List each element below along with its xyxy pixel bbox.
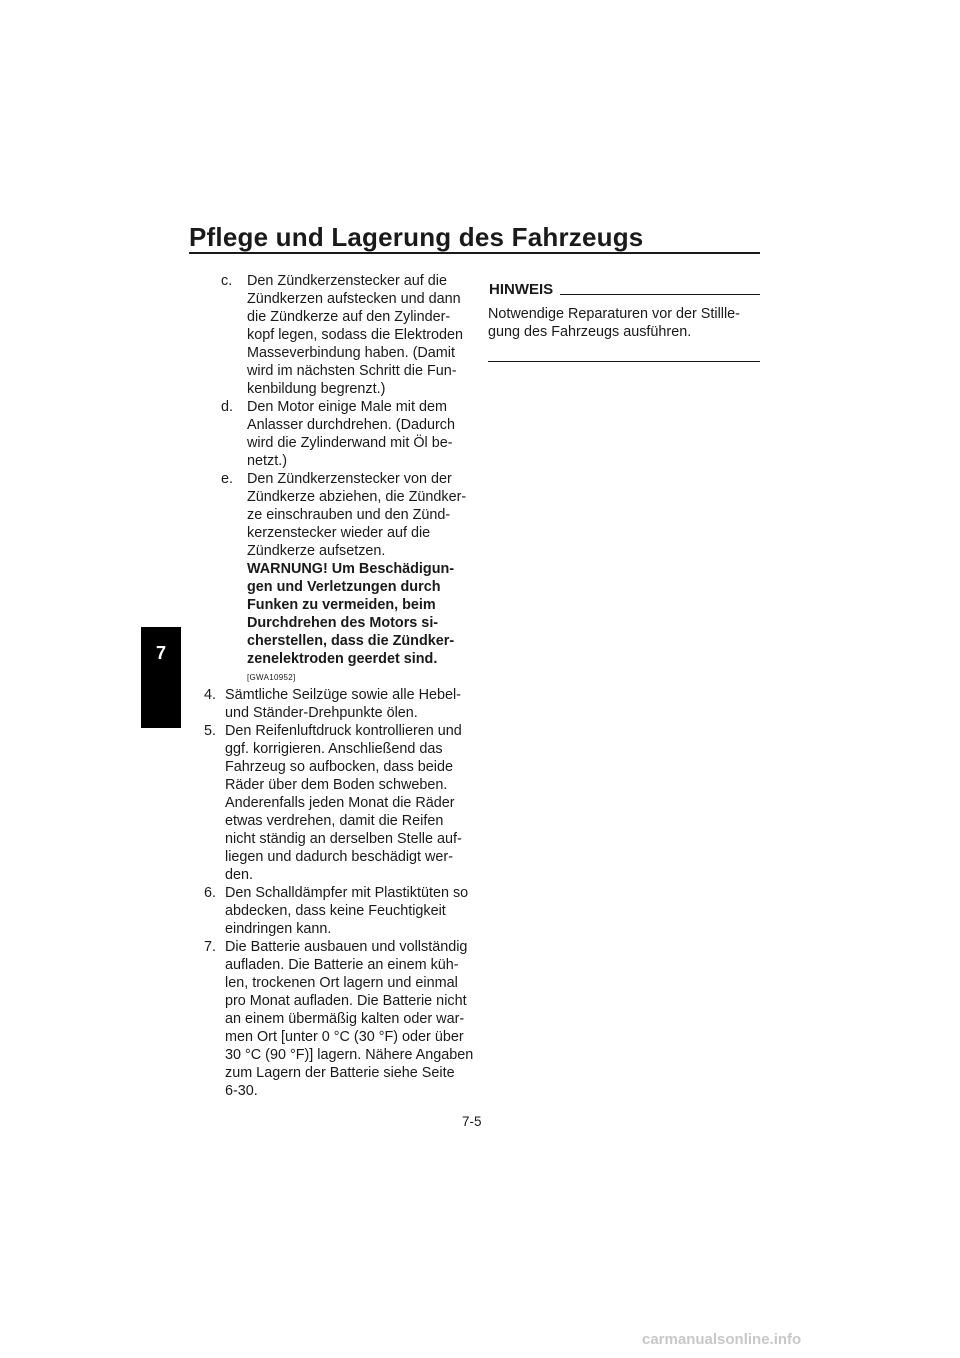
left-column [204, 272, 474, 1100]
sub-item-e [204, 470, 470, 684]
text-line: 6-30. [225, 1083, 258, 1099]
text-line: und Ständer-Drehpunkte ölen. [225, 705, 418, 721]
sub-item-d [204, 398, 470, 470]
footer-watermark[interactable]: carmanualsonline.info [642, 1331, 802, 1348]
text-line: netzt.) [247, 453, 287, 469]
warning-code: [GWA10952] [247, 673, 296, 682]
title-rule [189, 252, 760, 254]
numbered-item-5 [204, 722, 470, 884]
numbered-item-4 [204, 686, 470, 722]
text-line: aufladen. Die Batterie an einem küh- [225, 957, 459, 973]
note-body [488, 305, 760, 341]
warning-line: zenelektroden geerdet sind. [247, 651, 438, 667]
text-line: kopf legen, sodass die Elektroden [247, 327, 464, 343]
sub-item-c [204, 272, 470, 398]
page-number: 7-5 [462, 1114, 482, 1129]
numbered-item-6 [204, 884, 470, 938]
text-line: zum Lagern der Batterie siehe Seite [225, 1065, 455, 1081]
text-line: Den Motor einige Male mit dem [247, 399, 447, 415]
warning-line: cherstellen, dass die Zündker- [247, 633, 455, 649]
text-line: ggf. korrigieren. Anschließend das [225, 741, 443, 757]
item-label: 6. [204, 885, 217, 901]
text-line: etwas verdrehen, damit die Reifen [225, 813, 444, 829]
note-title: HINWEIS [489, 281, 554, 298]
text-line: liegen und dadurch beschädigt wer- [225, 849, 454, 865]
note-rule-bottom [488, 361, 760, 362]
text-line: Anlasser durchdrehen. (Dadurch [247, 417, 455, 433]
note-box [488, 281, 760, 362]
item-label: c. [221, 273, 233, 289]
text-line: wird im nächsten Schritt die Fun- [247, 363, 457, 379]
chapter-tab: 7 [141, 627, 181, 728]
item-label: d. [221, 399, 234, 415]
item-label: 7. [204, 939, 217, 955]
text-line: Den Zündkerzenstecker von der [247, 471, 452, 487]
warning-line: Funken zu vermeiden, beim [247, 597, 436, 613]
note-rule-top [560, 294, 760, 295]
warning-line: gen und Verletzungen durch [247, 579, 441, 595]
warning-line: WARNUNG! Um Beschädigun- [247, 561, 455, 577]
text-line: eindringen kann. [225, 921, 332, 937]
text-line: abdecken, dass keine Feuchtigkeit [225, 903, 446, 919]
text-line: ze einschrauben und den Zünd- [247, 507, 451, 523]
text-line: an einem übermäßig kalten oder war- [225, 1011, 465, 1027]
text-line: kenbildung begrenzt.) [247, 381, 386, 397]
text-line: Masseverbindung haben. (Damit [247, 345, 455, 361]
note-header [488, 281, 760, 301]
page-title: Pflege und Lagerung des Fahrzeugs [189, 222, 644, 252]
text-line: Zündkerze abziehen, die Zündker- [247, 489, 467, 505]
text-line: Räder über dem Boden schweben. [225, 777, 448, 793]
warning-line: Durchdrehen des Motors si- [247, 615, 439, 631]
text-line: den. [225, 867, 254, 883]
text-line: wird die Zylinderwand mit Öl be- [247, 435, 453, 451]
text-line: nicht ständig an derselben Stelle auf- [225, 831, 462, 847]
text-line: Den Reifenluftdruck kontrollieren und [225, 723, 462, 739]
text-line: men Ort [unter 0 °C (30 °F) oder über [225, 1029, 464, 1045]
item-label: 5. [204, 723, 217, 739]
text-line: kerzenstecker wieder auf die [247, 525, 431, 541]
text-line: Den Schalldämpfer mit Plastiktüten so [225, 885, 469, 901]
text-line: Die Batterie ausbauen und vollständig [225, 939, 468, 955]
text-line: pro Monat aufladen. Die Batterie nicht [225, 993, 467, 1009]
text-line: Anderenfalls jeden Monat die Räder [225, 795, 455, 811]
item-label: 4. [204, 687, 217, 703]
text-line: Fahrzeug so aufbocken, dass beide [225, 759, 454, 775]
text-line: Zündkerzen aufstecken und dann [247, 291, 461, 307]
text-line: Sämtliche Seilzüge sowie alle Hebel- [225, 687, 461, 703]
text-line: 30 °C (90 °F)] lagern. Nähere Angaben [225, 1047, 474, 1063]
item-label: e. [221, 471, 234, 487]
numbered-item-7 [204, 938, 474, 1100]
note-line: gung des Fahrzeugs ausführen. [488, 324, 692, 340]
note-line: Notwendige Reparaturen vor der Stillle- [488, 306, 740, 322]
text-line: Den Zündkerzenstecker auf die [247, 273, 447, 289]
text-line: Zündkerze aufsetzen. [247, 543, 386, 559]
text-line: die Zündkerze auf den Zylinder- [247, 309, 451, 325]
text-line: len, trockenen Ort lagern und einmal [225, 975, 458, 991]
